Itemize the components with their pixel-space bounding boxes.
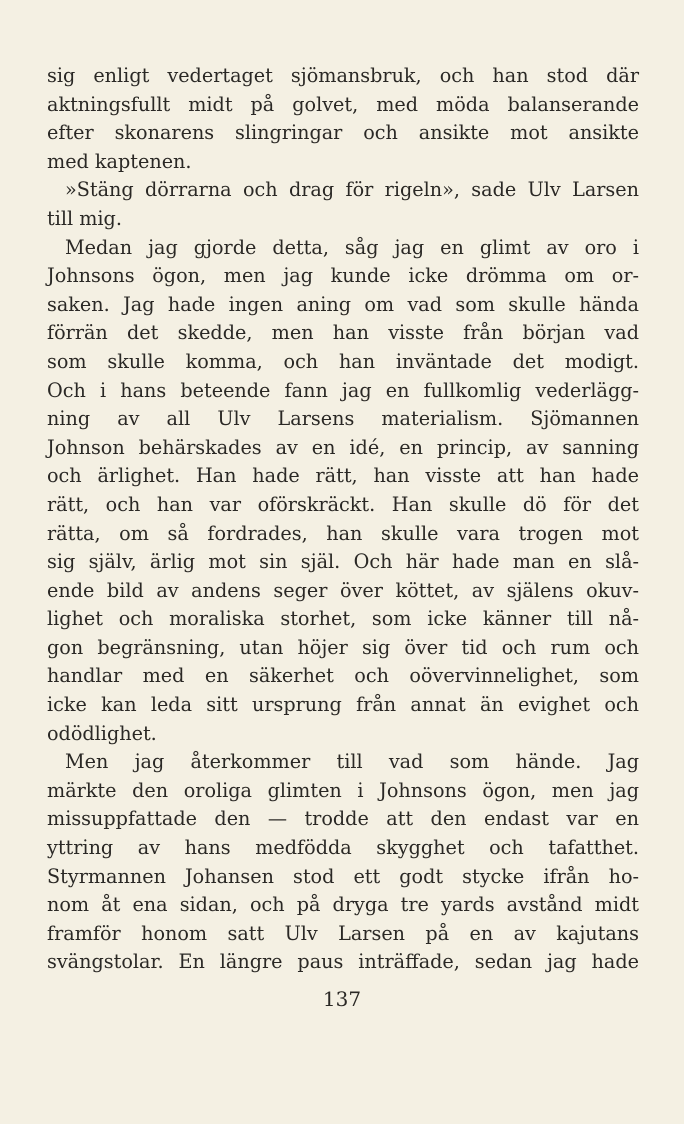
text-line: framför honom satt Ulv Larsen på en av kajutans xyxy=(47,921,639,945)
text-line: till mig. xyxy=(47,206,122,230)
text-line: med kaptenen. xyxy=(47,149,192,173)
text-line: »Stäng dörrarna och drag för rigeln», sade Ulv Larsen xyxy=(65,178,639,202)
text-line: sig själv, ärlig mot sin själ. Och här hade man en slå- xyxy=(47,550,639,574)
text-line: Men jag återkommer till vad som hände. Jag xyxy=(65,750,639,774)
text-line: Och i hans beteende fann jag en fullkomlig vederlägg- xyxy=(47,378,639,402)
text-line: missuppfattade den — trodde att den endast var en xyxy=(47,807,639,831)
text-line: nom åt ena sidan, och på dryga tre yards avstånd midt xyxy=(47,893,639,917)
text-line: lighet och moraliska storhet, som icke känner till nå- xyxy=(47,607,639,631)
text-line: rätta, om så fordrades, han skulle vara trogen mot xyxy=(47,521,639,545)
text-line: Johnsons ögon, men jag kunde icke drömma om or- xyxy=(47,264,639,288)
text-line: rätt, och han var oförskräckt. Han skulle dö för det xyxy=(47,492,639,516)
text-line: Johnson behärskades av en idé, en princip, av sanning xyxy=(47,435,639,459)
text-line: odödlighet. xyxy=(47,721,157,745)
text-line: svängstolar. En längre paus inträffade, sedan jag hade xyxy=(47,950,639,974)
text-line: yttring av hans medfödda skygghet och tafatthet. xyxy=(47,836,639,860)
text-line: ende bild av andens seger över köttet, av själens okuv- xyxy=(47,578,639,602)
text-line: efter skonarens slingringar och ansikte mot ansikte xyxy=(47,121,639,145)
body-text xyxy=(47,62,639,977)
text-line: aktningsfullt midt på golvet, med möda balanserande xyxy=(47,92,639,116)
text-line: sig enligt vedertaget sjömansbruk, och han stod där xyxy=(47,64,639,87)
page-number: 137 xyxy=(322,987,362,1011)
text-line: Medan jag gjorde detta, såg jag en glimt av oro i xyxy=(65,235,639,259)
text-line: saken. Jag hade ingen aning om vad som skulle hända xyxy=(47,292,639,316)
text-line: ning av all Ulv Larsens materialism. Sjömannen xyxy=(47,407,639,431)
text-line: och ärlighet. Han hade rätt, han visste att han hade xyxy=(47,464,639,488)
text-line: Styrmannen Johansen stod ett godt stycke ifrån ho- xyxy=(47,864,639,888)
text-line: förrän det skedde, men han visste från början vad xyxy=(47,321,639,345)
text-line: gon begränsning, utan höjer sig över tid och rum och xyxy=(47,635,639,659)
text-line: märkte den oroliga glimten i Johnsons ögon, men jag xyxy=(47,778,639,802)
text-line: icke kan leda sitt ursprung från annat än evighet och xyxy=(47,693,639,717)
text-line: som skulle komma, och han inväntade det modigt. xyxy=(47,349,639,373)
text-line: handlar med en säkerhet och oövervinnelighet, som xyxy=(47,664,639,688)
